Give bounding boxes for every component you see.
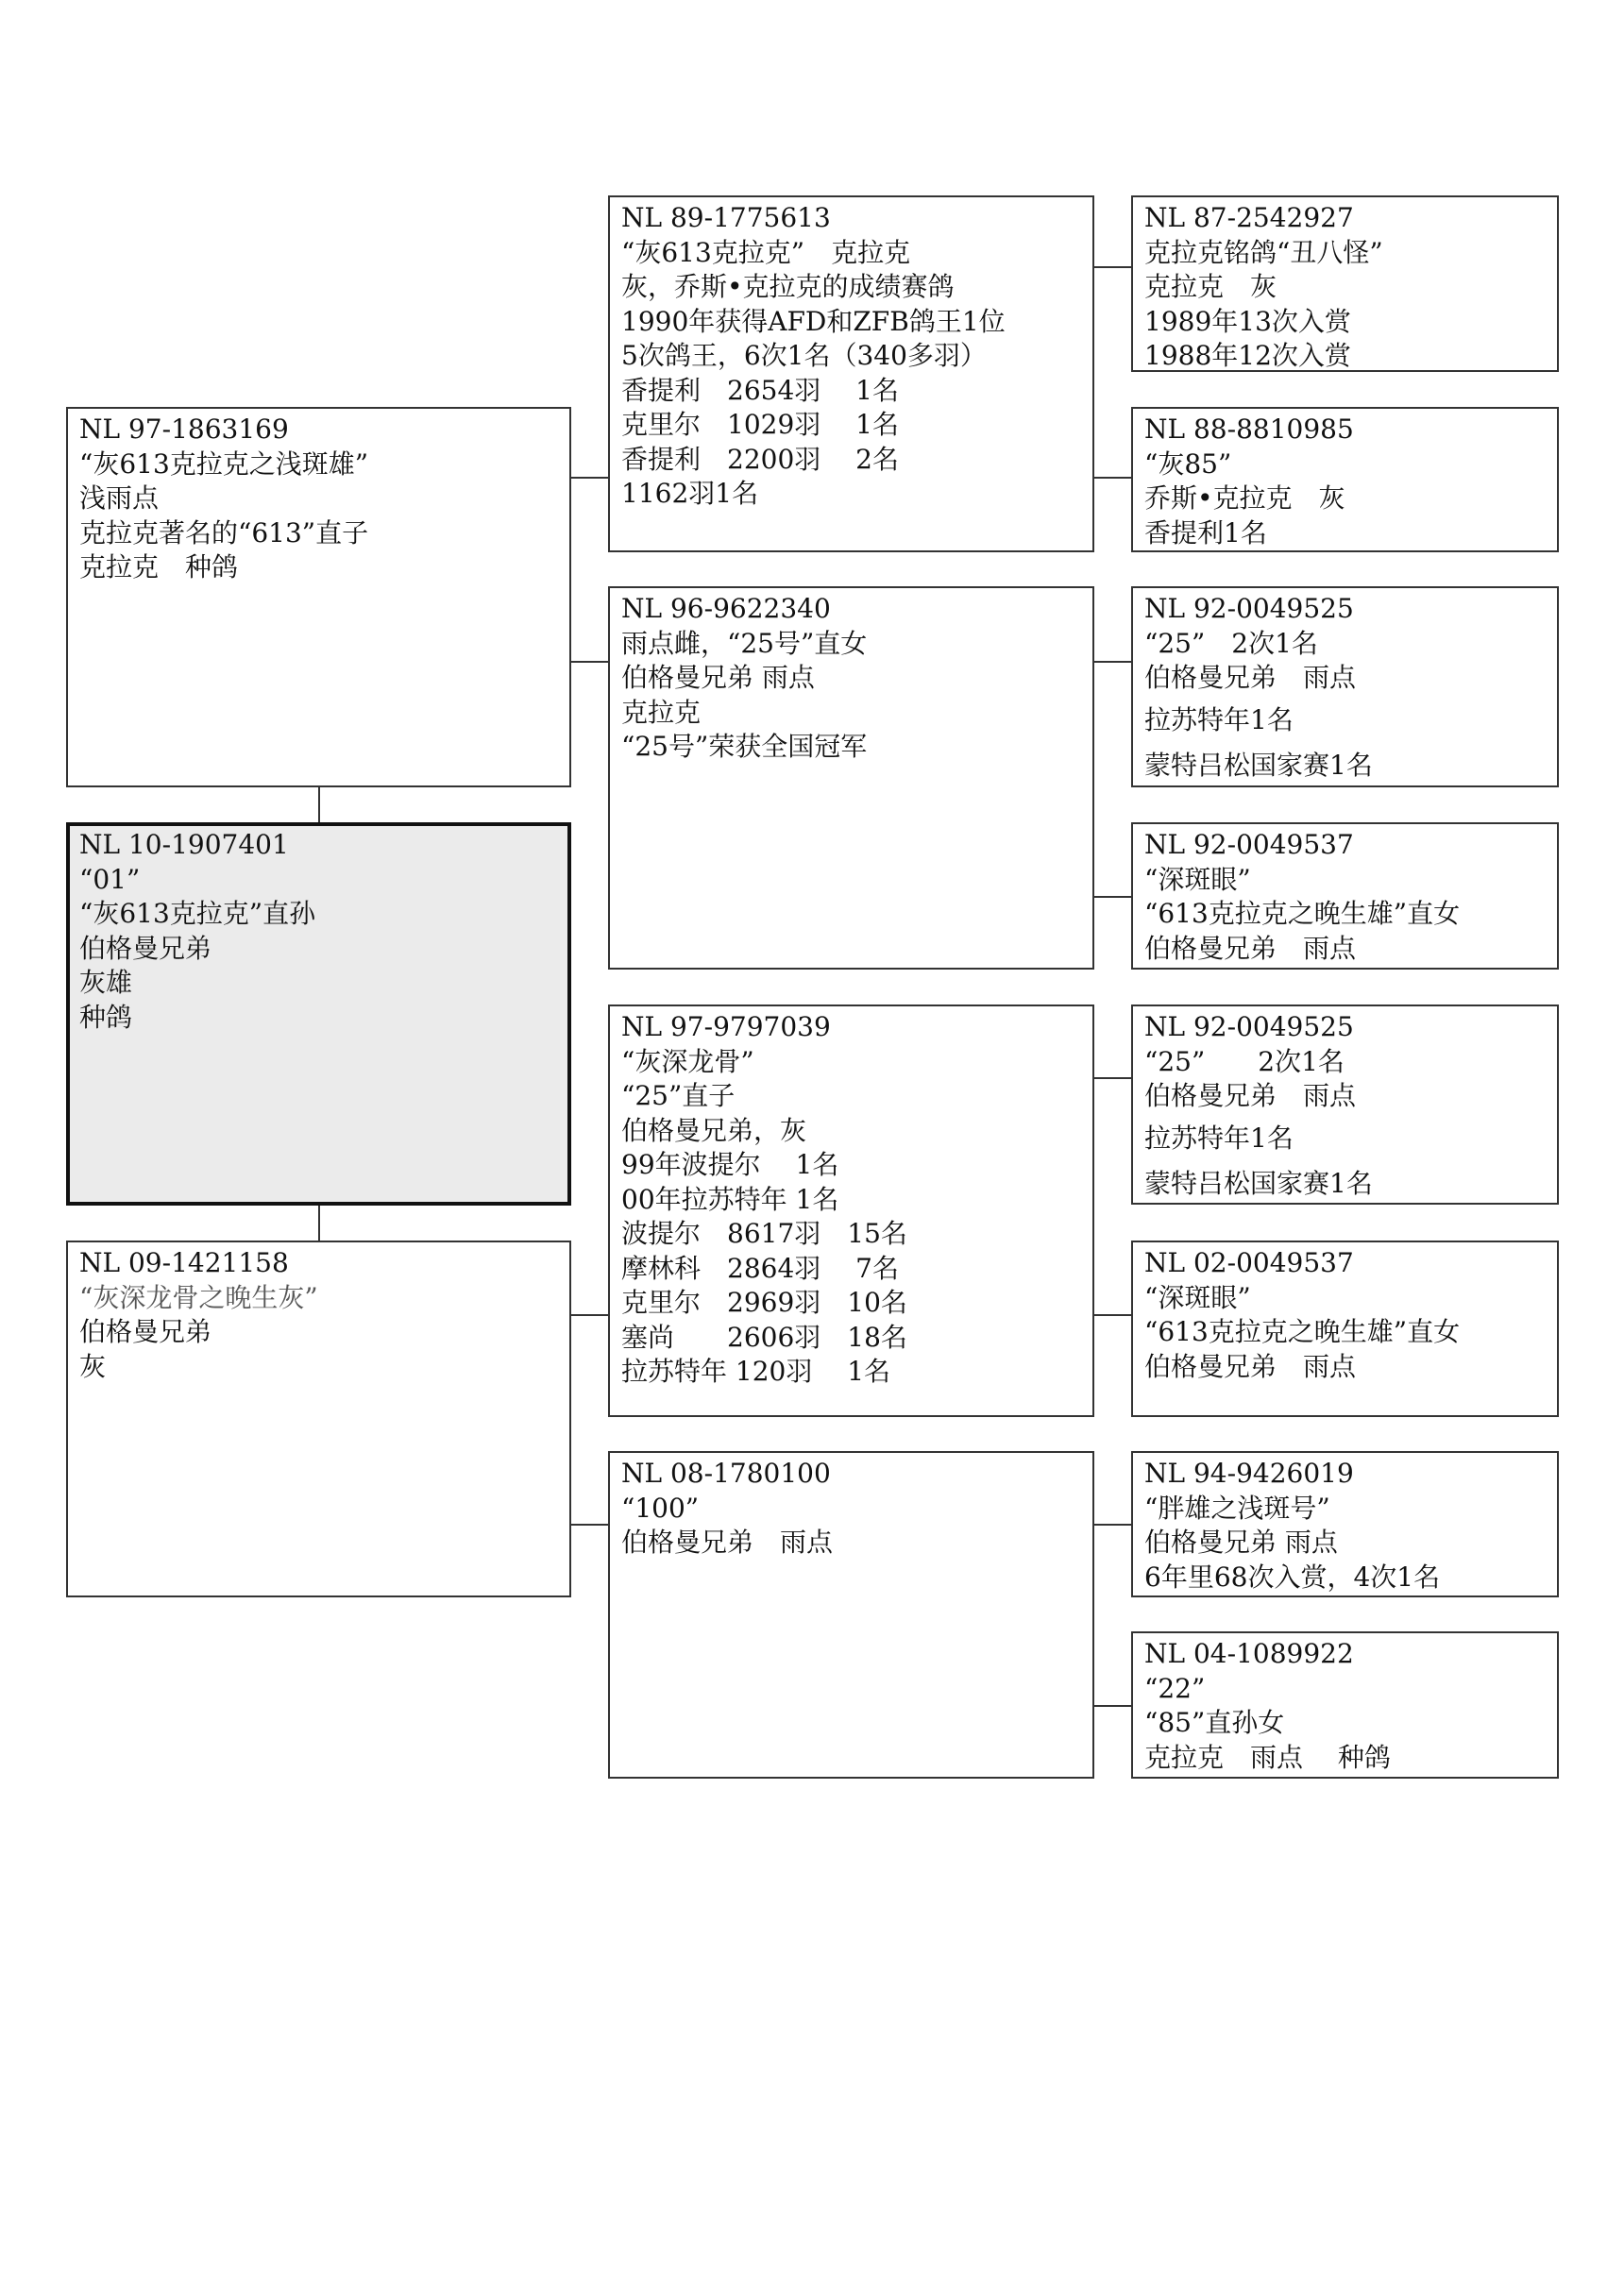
sd-dam-card [1131,822,1559,970]
sire-ring-number: NL 97-1863169 [79,414,289,445]
card-line: NL 04-1089922 [1144,1638,1354,1669]
subject-role: 种鸽 [79,1001,133,1033]
connector-ds-sire [1094,1077,1131,1079]
card-line: 蒙特吕松国家赛1名 [1144,1167,1373,1199]
card-line: NL 92-0049537 [1144,829,1354,860]
card-line: “灰613克拉克” 克拉克 [621,236,911,268]
card-line: 克拉克 雨点 种鸽 [1144,1741,1391,1773]
card-line: NL 94-9426019 [1144,1458,1354,1489]
card-line: 拉苏特年1名 [1144,1122,1294,1154]
card-line: 拉苏特年 120羽 1名 [621,1356,891,1387]
connector-dam-to-dam-sire [571,1314,608,1316]
card-line: 塞尚 2606羽 18名 [621,1321,907,1353]
sire-sire-card [608,195,1094,552]
dam-breeder: 伯格曼兄弟 [79,1316,212,1347]
subject-name: “01” [79,863,141,895]
card-line: “灰深龙骨” [621,1045,754,1077]
connector-dd-sire [1094,1524,1131,1526]
subject-color: 灰雄 [79,967,133,998]
card-line: 香提利 2654羽 1名 [621,374,899,406]
sd-sire-card [1131,586,1559,787]
card-line: 克里尔 2969羽 10名 [621,1287,907,1318]
sire-color: 浅雨点 [79,482,160,514]
card-line: NL 87-2542927 [1144,202,1354,233]
card-line: 伯格曼兄弟 雨点 [1144,1080,1357,1111]
card-line: NL 89-1775613 [621,202,831,233]
ss-dam-card [1131,407,1559,552]
card-line: 雨点雌，“25号”直女 [621,627,868,659]
card-line: 灰，乔斯•克拉克的成绩赛鸽 [621,271,955,302]
subject-ring-number: NL 10-1907401 [79,829,289,860]
card-line: NL 88-8810985 [1144,414,1354,445]
dam-sire-card [608,1004,1094,1417]
connector-sd-sire [1094,661,1131,663]
card-line: “胖雄之浅斑号” [1144,1492,1330,1524]
sire-name: “灰613克拉克之浅斑雄” [79,447,369,480]
card-line: “22” [1144,1672,1206,1704]
subject-lineage: “灰613克拉克”直孙 [79,898,316,929]
card-line: 伯格曼兄弟 雨点 [1144,1350,1357,1382]
card-line: 香提利1名 [1144,516,1267,549]
card-line: “深斑眼” [1144,1281,1251,1313]
dd-dam-card [1131,1631,1559,1779]
card-line: 00年拉苏特年 1名 [621,1183,839,1215]
card-line: 1162羽1名 [621,478,759,509]
card-line: NL 92-0049525 [1144,1011,1354,1042]
connector-ds-dam [1094,1314,1131,1316]
card-line: “613克拉克之晚生雄”直女 [1144,898,1461,929]
card-line: NL 96-9622340 [621,593,831,624]
card-line: NL 08-1780100 [621,1458,831,1489]
card-line: 伯格曼兄弟，灰 [621,1114,807,1146]
connector-sd-dam [1094,896,1131,898]
card-line: “25” 2次1名 [1144,627,1318,659]
card-line: 伯格曼兄弟 雨点 [1144,1527,1338,1558]
card-line: 伯格曼兄弟 雨点 [621,1527,834,1558]
dam-color: 灰 [79,1350,107,1382]
dam-name: “灰深龙骨之晚生灰” [79,1281,318,1313]
sire-breeder: 克拉克 种鸽 [79,551,239,582]
card-line: 蒙特吕松国家赛1名 [1144,749,1373,781]
subject-card [66,822,571,1206]
connector-sire-subject [318,787,320,822]
ds-dam-card [1131,1241,1559,1417]
card-line: 克拉克 灰 [1144,271,1277,302]
card-line: 1989年13次入赏 [1144,305,1351,337]
connector-sire-to-sire-dam [571,661,608,663]
sire-card [66,407,571,787]
card-line: 波提尔 8617羽 15名 [621,1218,907,1249]
card-line: 6年里68次入赏，4次1名 [1144,1561,1441,1593]
ss-sire-card [1131,195,1559,372]
card-line: 乔斯•克拉克 灰 [1144,482,1345,514]
card-line: NL 92-0049525 [1144,593,1354,624]
card-line: 摩林科 2864羽 7名 [621,1252,899,1284]
card-line: “25”直子 [621,1080,736,1111]
card-line: 伯格曼兄弟 雨点 [621,662,815,693]
card-line: 克拉克铭鸽“丑八怪” [1144,236,1383,268]
card-line: NL 97-9797039 [621,1011,831,1042]
dam-ring-number: NL 09-1421158 [79,1247,289,1278]
card-line: 99年波提尔 1名 [621,1149,839,1180]
sire-dam-card [608,586,1094,970]
card-line: 1988年12次入赏 [1144,340,1351,371]
subject-breeder: 伯格曼兄弟 [79,932,212,964]
card-line: “25号”荣获全国冠军 [621,731,868,762]
card-line: “深斑眼” [1144,863,1251,895]
card-line: “613克拉克之晚生雄”直女 [1144,1316,1461,1347]
card-line: 伯格曼兄弟 雨点 [1144,932,1357,964]
card-line: 拉苏特年1名 [1144,703,1294,735]
card-line: 1990年获得AFD和ZFB鸽王1位 [621,305,1006,337]
card-line: 伯格曼兄弟 雨点 [1144,662,1357,693]
card-line: 5次鸽王，6次1名（340多羽） [621,340,987,371]
sire-lineage: 克拉克著名的“613”直子 [79,516,369,549]
connector-ss-sire [1094,266,1131,268]
dd-sire-card [1131,1451,1559,1597]
connector-dd-dam [1094,1705,1131,1707]
connector-dam-to-dam-dam [571,1524,608,1526]
card-line: 克拉克 [621,696,702,728]
card-line: 克里尔 1029羽 1名 [621,409,899,440]
card-line: NL 02-0049537 [1144,1247,1354,1278]
dam-dam-card [608,1451,1094,1779]
connector-sire-to-sire-sire [571,477,608,479]
ds-sire-card [1131,1004,1559,1205]
card-line: “灰85” [1144,447,1232,480]
card-line: “100” [621,1492,700,1524]
card-line: “25” 2次1名 [1144,1045,1345,1077]
card-line: “85”直孙女 [1144,1707,1285,1738]
card-line: 香提利 2200羽 2名 [621,443,899,475]
connector-ss-dam [1094,477,1131,479]
connector-subject-dam [318,1206,320,1241]
dam-card [66,1241,571,1597]
